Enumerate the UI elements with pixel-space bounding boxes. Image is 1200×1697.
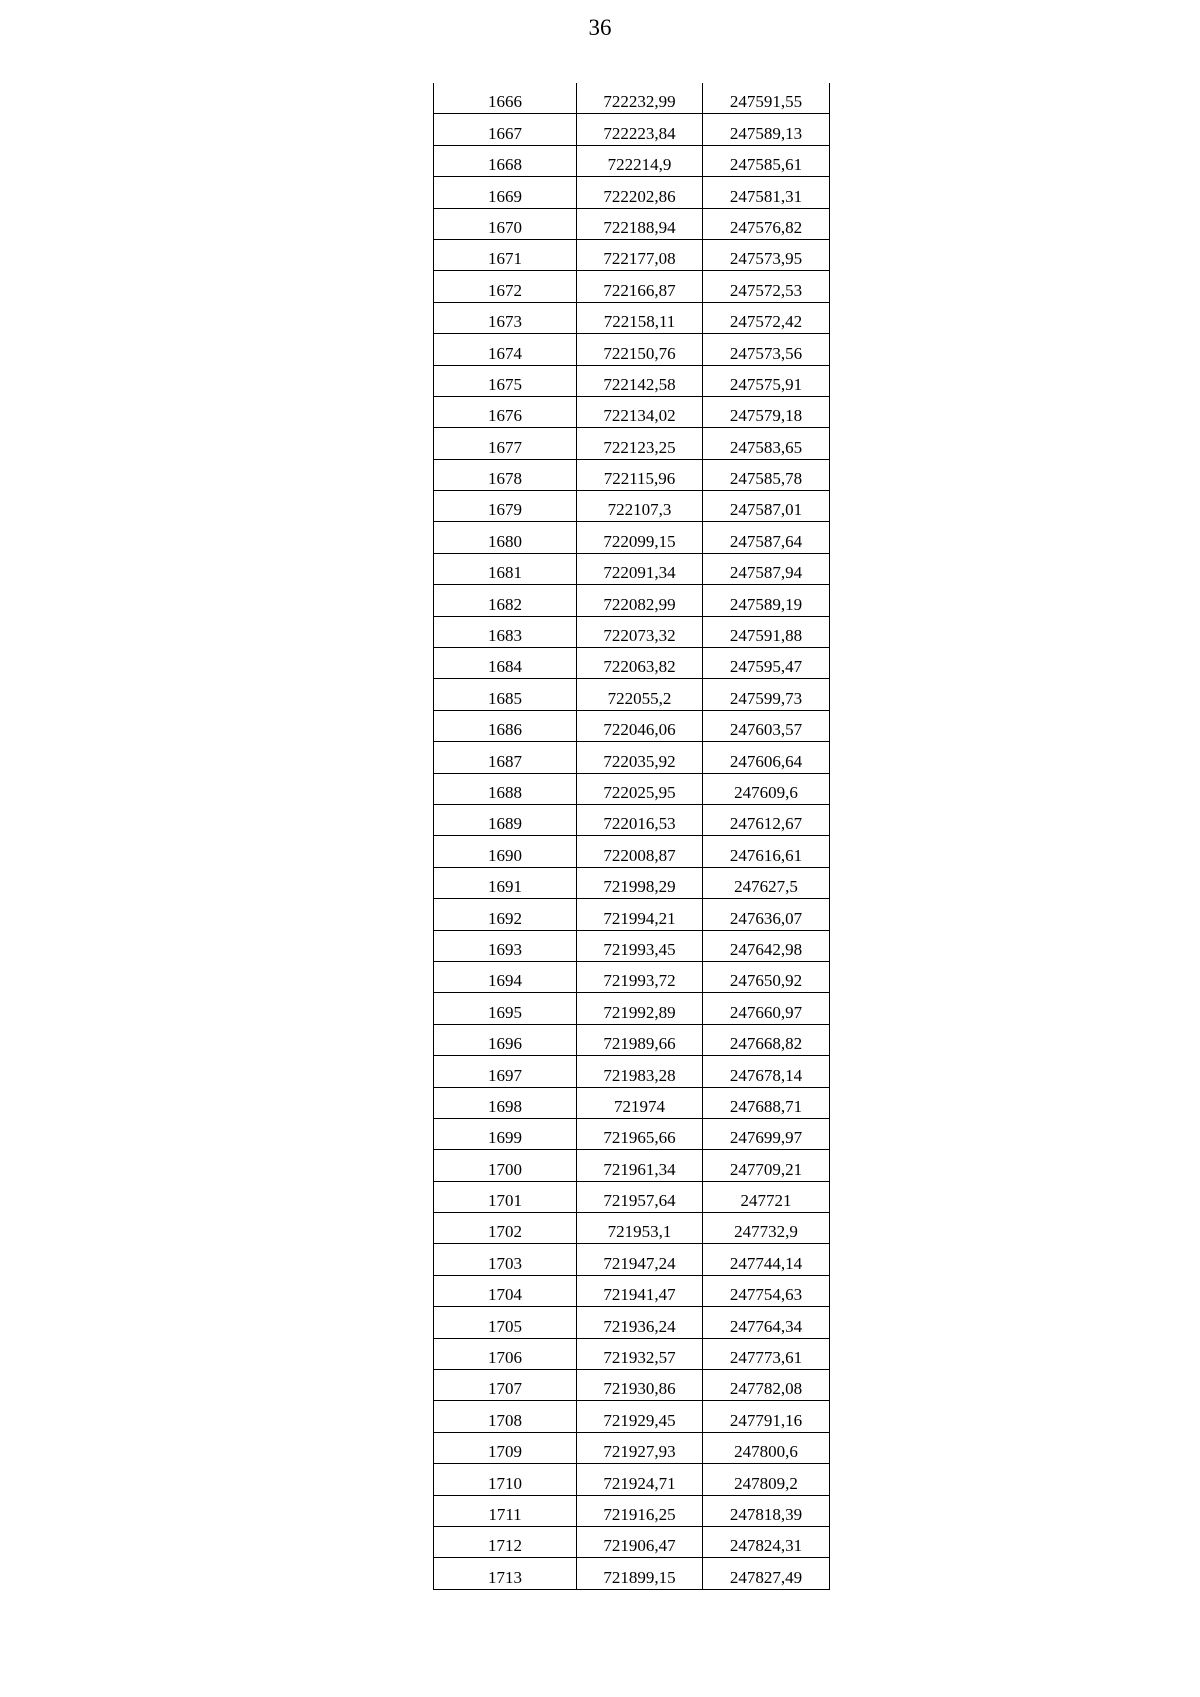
table-row bbox=[434, 302, 830, 333]
point-number-cell: 1673 bbox=[434, 302, 577, 333]
table-row bbox=[434, 993, 830, 1024]
point-number-cell: 1676 bbox=[434, 396, 577, 427]
table-row bbox=[434, 365, 830, 396]
table-row bbox=[434, 1213, 830, 1244]
y-coordinate-cell: 247606,64 bbox=[703, 742, 830, 773]
x-coordinate-cell: 722166,87 bbox=[577, 271, 703, 302]
x-coordinate-cell: 722202,86 bbox=[577, 177, 703, 208]
table-row bbox=[434, 208, 830, 239]
y-coordinate-cell: 247581,31 bbox=[703, 177, 830, 208]
x-coordinate-cell: 722091,34 bbox=[577, 553, 703, 584]
point-number-cell: 1686 bbox=[434, 710, 577, 741]
y-coordinate-cell: 247572,53 bbox=[703, 271, 830, 302]
y-coordinate-cell: 247589,13 bbox=[703, 114, 830, 145]
y-coordinate-cell: 247668,82 bbox=[703, 1024, 830, 1055]
y-coordinate-cell: 247585,61 bbox=[703, 145, 830, 176]
y-coordinate-cell: 247616,61 bbox=[703, 836, 830, 867]
y-coordinate-cell: 247609,6 bbox=[703, 773, 830, 804]
point-number-cell: 1701 bbox=[434, 1181, 577, 1212]
table-row bbox=[434, 1181, 830, 1212]
x-coordinate-cell: 721947,24 bbox=[577, 1244, 703, 1275]
x-coordinate-cell: 721916,25 bbox=[577, 1495, 703, 1526]
y-coordinate-cell: 247587,94 bbox=[703, 553, 830, 584]
coordinates-table bbox=[433, 83, 830, 1590]
point-number-cell: 1696 bbox=[434, 1024, 577, 1055]
table-row bbox=[434, 1087, 830, 1118]
table-row bbox=[434, 1307, 830, 1338]
table-row bbox=[434, 1432, 830, 1463]
point-number-cell: 1692 bbox=[434, 899, 577, 930]
y-coordinate-cell: 247591,55 bbox=[703, 83, 830, 114]
x-coordinate-cell: 721906,47 bbox=[577, 1526, 703, 1557]
y-coordinate-cell: 247589,19 bbox=[703, 585, 830, 616]
point-number-cell: 1683 bbox=[434, 616, 577, 647]
x-coordinate-cell: 722115,96 bbox=[577, 459, 703, 490]
table-row bbox=[434, 239, 830, 270]
point-number-cell: 1678 bbox=[434, 459, 577, 490]
y-coordinate-cell: 247603,57 bbox=[703, 710, 830, 741]
point-number-cell: 1689 bbox=[434, 804, 577, 835]
page-number: 36 bbox=[588, 15, 612, 40]
table-row bbox=[434, 1464, 830, 1495]
y-coordinate-cell: 247573,56 bbox=[703, 334, 830, 365]
x-coordinate-cell: 722008,87 bbox=[577, 836, 703, 867]
point-number-cell: 1708 bbox=[434, 1401, 577, 1432]
table-row bbox=[434, 1370, 830, 1401]
table-row bbox=[434, 616, 830, 647]
table-row bbox=[434, 899, 830, 930]
point-number-cell: 1687 bbox=[434, 742, 577, 773]
x-coordinate-cell: 722025,95 bbox=[577, 773, 703, 804]
point-number-cell: 1704 bbox=[434, 1275, 577, 1306]
point-number-cell: 1666 bbox=[434, 83, 577, 114]
point-number-cell: 1690 bbox=[434, 836, 577, 867]
x-coordinate-cell: 721936,24 bbox=[577, 1307, 703, 1338]
table-row bbox=[434, 334, 830, 365]
table-row bbox=[434, 491, 830, 522]
table-row bbox=[434, 177, 830, 208]
table-row bbox=[434, 867, 830, 898]
point-number-cell: 1711 bbox=[434, 1495, 577, 1526]
x-coordinate-cell: 722142,58 bbox=[577, 365, 703, 396]
x-coordinate-cell: 722123,25 bbox=[577, 428, 703, 459]
x-coordinate-cell: 722150,76 bbox=[577, 334, 703, 365]
table-row bbox=[434, 522, 830, 553]
point-number-cell: 1669 bbox=[434, 177, 577, 208]
point-number-cell: 1671 bbox=[434, 239, 577, 270]
table-row bbox=[434, 648, 830, 679]
y-coordinate-cell: 247583,65 bbox=[703, 428, 830, 459]
x-coordinate-cell: 722223,84 bbox=[577, 114, 703, 145]
table-row bbox=[434, 1401, 830, 1432]
y-coordinate-cell: 247744,14 bbox=[703, 1244, 830, 1275]
x-coordinate-cell: 721965,66 bbox=[577, 1118, 703, 1149]
table-row bbox=[434, 679, 830, 710]
x-coordinate-cell: 722055,2 bbox=[577, 679, 703, 710]
x-coordinate-cell: 721941,47 bbox=[577, 1275, 703, 1306]
table-row bbox=[434, 83, 830, 114]
x-coordinate-cell: 722082,99 bbox=[577, 585, 703, 616]
y-coordinate-cell: 247732,9 bbox=[703, 1213, 830, 1244]
table-row bbox=[434, 114, 830, 145]
x-coordinate-cell: 722188,94 bbox=[577, 208, 703, 239]
table-row bbox=[434, 1526, 830, 1557]
table-row bbox=[434, 773, 830, 804]
y-coordinate-cell: 247636,07 bbox=[703, 899, 830, 930]
point-number-cell: 1693 bbox=[434, 930, 577, 961]
x-coordinate-cell: 721994,21 bbox=[577, 899, 703, 930]
table-row bbox=[434, 396, 830, 427]
x-coordinate-cell: 721998,29 bbox=[577, 867, 703, 898]
x-coordinate-cell: 721983,28 bbox=[577, 1056, 703, 1087]
y-coordinate-cell: 247824,31 bbox=[703, 1526, 830, 1557]
x-coordinate-cell: 722214,9 bbox=[577, 145, 703, 176]
y-coordinate-cell: 247587,64 bbox=[703, 522, 830, 553]
y-coordinate-cell: 247699,97 bbox=[703, 1118, 830, 1149]
y-coordinate-cell: 247782,08 bbox=[703, 1370, 830, 1401]
y-coordinate-cell: 247599,73 bbox=[703, 679, 830, 710]
y-coordinate-cell: 247585,78 bbox=[703, 459, 830, 490]
x-coordinate-cell: 721974 bbox=[577, 1087, 703, 1118]
x-coordinate-cell: 722158,11 bbox=[577, 302, 703, 333]
y-coordinate-cell: 247721 bbox=[703, 1181, 830, 1212]
point-number-cell: 1679 bbox=[434, 491, 577, 522]
x-coordinate-cell: 721961,34 bbox=[577, 1150, 703, 1181]
x-coordinate-cell: 722232,99 bbox=[577, 83, 703, 114]
y-coordinate-cell: 247650,92 bbox=[703, 961, 830, 992]
table-row bbox=[434, 836, 830, 867]
y-coordinate-cell: 247579,18 bbox=[703, 396, 830, 427]
x-coordinate-cell: 721927,93 bbox=[577, 1432, 703, 1463]
x-coordinate-cell: 721924,71 bbox=[577, 1464, 703, 1495]
x-coordinate-cell: 722063,82 bbox=[577, 648, 703, 679]
point-number-cell: 1675 bbox=[434, 365, 577, 396]
x-coordinate-cell: 721957,64 bbox=[577, 1181, 703, 1212]
x-coordinate-cell: 722046,06 bbox=[577, 710, 703, 741]
point-number-cell: 1672 bbox=[434, 271, 577, 302]
y-coordinate-cell: 247678,14 bbox=[703, 1056, 830, 1087]
y-coordinate-cell: 247576,82 bbox=[703, 208, 830, 239]
y-coordinate-cell: 247809,2 bbox=[703, 1464, 830, 1495]
y-coordinate-cell: 247587,01 bbox=[703, 491, 830, 522]
table-row bbox=[434, 1056, 830, 1087]
table-row bbox=[434, 585, 830, 616]
table-row bbox=[434, 428, 830, 459]
x-coordinate-cell: 722177,08 bbox=[577, 239, 703, 270]
x-coordinate-cell: 721929,45 bbox=[577, 1401, 703, 1432]
y-coordinate-cell: 247773,61 bbox=[703, 1338, 830, 1369]
point-number-cell: 1680 bbox=[434, 522, 577, 553]
point-number-cell: 1713 bbox=[434, 1558, 577, 1589]
point-number-cell: 1703 bbox=[434, 1244, 577, 1275]
coordinates-table-body bbox=[434, 83, 830, 1589]
table-row bbox=[434, 553, 830, 584]
point-number-cell: 1667 bbox=[434, 114, 577, 145]
x-coordinate-cell: 721993,45 bbox=[577, 930, 703, 961]
y-coordinate-cell: 247591,88 bbox=[703, 616, 830, 647]
x-coordinate-cell: 721899,15 bbox=[577, 1558, 703, 1589]
point-number-cell: 1691 bbox=[434, 867, 577, 898]
table-row bbox=[434, 1495, 830, 1526]
y-coordinate-cell: 247818,39 bbox=[703, 1495, 830, 1526]
point-number-cell: 1694 bbox=[434, 961, 577, 992]
table-row bbox=[434, 930, 830, 961]
table-row bbox=[434, 271, 830, 302]
table-row bbox=[434, 459, 830, 490]
point-number-cell: 1710 bbox=[434, 1464, 577, 1495]
y-coordinate-cell: 247572,42 bbox=[703, 302, 830, 333]
x-coordinate-cell: 722073,32 bbox=[577, 616, 703, 647]
point-number-cell: 1670 bbox=[434, 208, 577, 239]
y-coordinate-cell: 247627,5 bbox=[703, 867, 830, 898]
y-coordinate-cell: 247595,47 bbox=[703, 648, 830, 679]
point-number-cell: 1707 bbox=[434, 1370, 577, 1401]
table-row bbox=[434, 1558, 830, 1589]
point-number-cell: 1700 bbox=[434, 1150, 577, 1181]
table-row bbox=[434, 710, 830, 741]
x-coordinate-cell: 721930,86 bbox=[577, 1370, 703, 1401]
y-coordinate-cell: 247754,63 bbox=[703, 1275, 830, 1306]
x-coordinate-cell: 721932,57 bbox=[577, 1338, 703, 1369]
y-coordinate-cell: 247573,95 bbox=[703, 239, 830, 270]
point-number-cell: 1688 bbox=[434, 773, 577, 804]
y-coordinate-cell: 247827,49 bbox=[703, 1558, 830, 1589]
y-coordinate-cell: 247709,21 bbox=[703, 1150, 830, 1181]
table-row bbox=[434, 1150, 830, 1181]
point-number-cell: 1681 bbox=[434, 553, 577, 584]
y-coordinate-cell: 247764,34 bbox=[703, 1307, 830, 1338]
table-row bbox=[434, 961, 830, 992]
x-coordinate-cell: 722016,53 bbox=[577, 804, 703, 835]
x-coordinate-cell: 721989,66 bbox=[577, 1024, 703, 1055]
y-coordinate-cell: 247642,98 bbox=[703, 930, 830, 961]
table-row bbox=[434, 804, 830, 835]
point-number-cell: 1685 bbox=[434, 679, 577, 710]
y-coordinate-cell: 247612,67 bbox=[703, 804, 830, 835]
point-number-cell: 1695 bbox=[434, 993, 577, 1024]
y-coordinate-cell: 247660,97 bbox=[703, 993, 830, 1024]
x-coordinate-cell: 722107,3 bbox=[577, 491, 703, 522]
y-coordinate-cell: 247688,71 bbox=[703, 1087, 830, 1118]
point-number-cell: 1677 bbox=[434, 428, 577, 459]
table-row bbox=[434, 145, 830, 176]
point-number-cell: 1709 bbox=[434, 1432, 577, 1463]
x-coordinate-cell: 721953,1 bbox=[577, 1213, 703, 1244]
point-number-cell: 1674 bbox=[434, 334, 577, 365]
point-number-cell: 1705 bbox=[434, 1307, 577, 1338]
point-number-cell: 1698 bbox=[434, 1087, 577, 1118]
y-coordinate-cell: 247800,6 bbox=[703, 1432, 830, 1463]
point-number-cell: 1702 bbox=[434, 1213, 577, 1244]
table-row bbox=[434, 1338, 830, 1369]
table-row bbox=[434, 1275, 830, 1306]
x-coordinate-cell: 722099,15 bbox=[577, 522, 703, 553]
x-coordinate-cell: 721993,72 bbox=[577, 961, 703, 992]
table-row bbox=[434, 742, 830, 773]
point-number-cell: 1712 bbox=[434, 1526, 577, 1557]
x-coordinate-cell: 722134,02 bbox=[577, 396, 703, 427]
table-row bbox=[434, 1118, 830, 1149]
point-number-cell: 1697 bbox=[434, 1056, 577, 1087]
point-number-cell: 1684 bbox=[434, 648, 577, 679]
point-number-cell: 1668 bbox=[434, 145, 577, 176]
y-coordinate-cell: 247791,16 bbox=[703, 1401, 830, 1432]
table-row bbox=[434, 1024, 830, 1055]
point-number-cell: 1706 bbox=[434, 1338, 577, 1369]
point-number-cell: 1699 bbox=[434, 1118, 577, 1149]
y-coordinate-cell: 247575,91 bbox=[703, 365, 830, 396]
x-coordinate-cell: 722035,92 bbox=[577, 742, 703, 773]
point-number-cell: 1682 bbox=[434, 585, 577, 616]
x-coordinate-cell: 721992,89 bbox=[577, 993, 703, 1024]
table-row bbox=[434, 1244, 830, 1275]
